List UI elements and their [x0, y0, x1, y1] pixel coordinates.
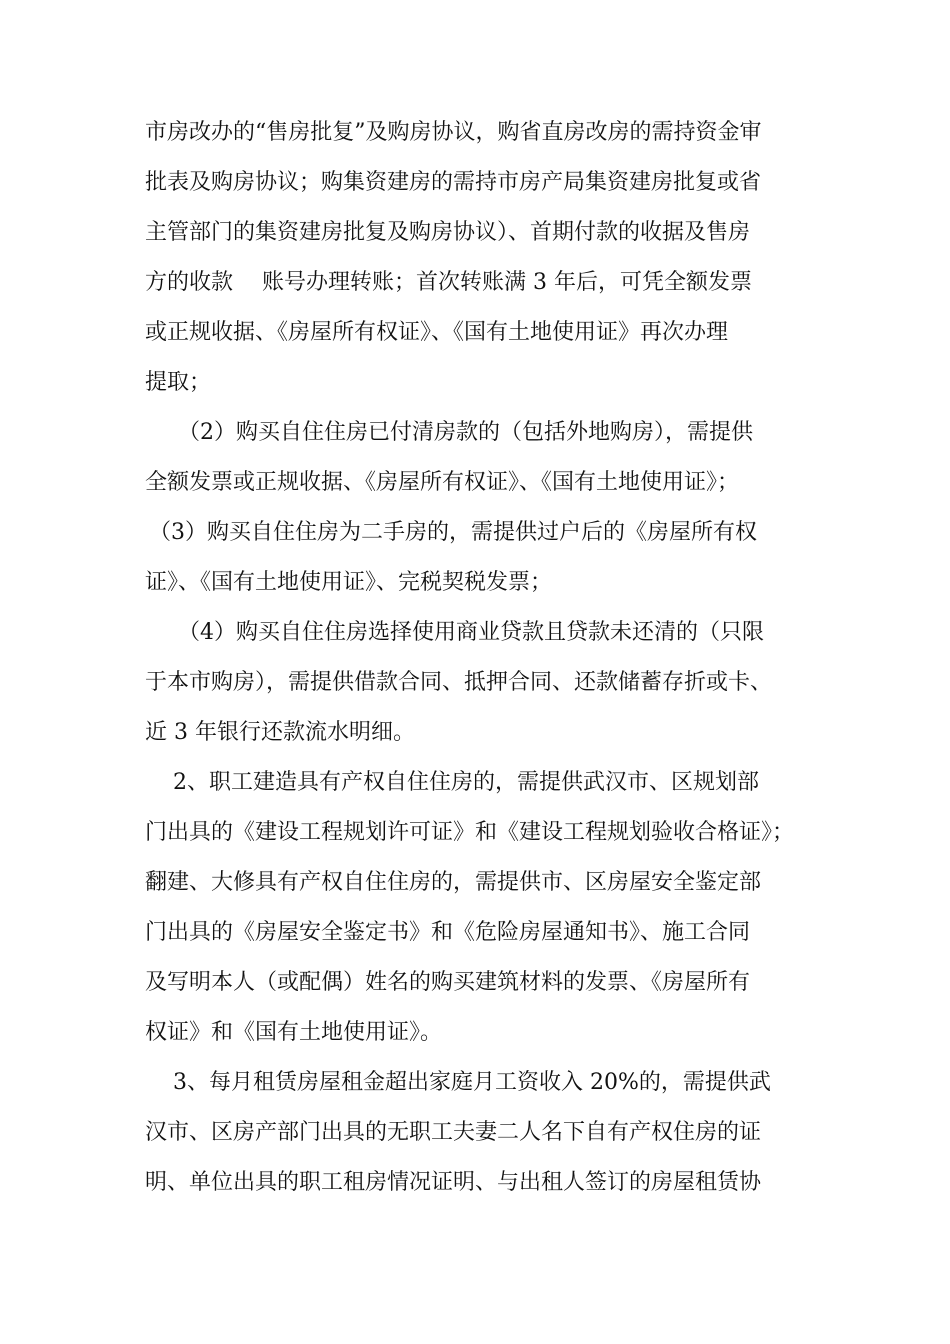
- text-line: 提取；: [145, 370, 212, 395]
- text-line: （4）购买自住住房选择使用商业贷款且贷款未还清的（只限: [178, 620, 764, 645]
- text-line: （3）购买自住住房为二手房的，需提供过户后的《房屋所有权: [149, 520, 757, 545]
- text-line: 市房改办的“售房批复”及购房协议，购省直房改房的需持资金审: [145, 120, 762, 145]
- text-line: 汉市、区房产部门出具的无职工夫妻二人名下自有产权住房的证: [145, 1120, 762, 1145]
- text-line: 及写明本人（或配偶）姓名的购买建筑材料的发票、《房屋所有: [145, 970, 751, 995]
- text-line: 门出具的《建设工程规划许可证》和《建设工程规划验收合格证》；: [145, 820, 795, 845]
- text-line: 权证》和《国有土地使用证》。: [145, 1020, 443, 1045]
- text-line: 于本市购房），需提供借款合同、抵押合同、还款储蓄存折或卡、: [145, 670, 773, 695]
- text-line: 近 3 年银行还款流水明细。: [145, 720, 415, 745]
- text-line: 翻建、大修具有产权自住住房的，需提供市、区房屋安全鉴定部: [145, 870, 762, 895]
- text-line: 主管部门的集资建房批复及购房协议）、首期付款的收据及售房: [145, 220, 751, 245]
- text-line: （2）购买自住住房已付清房款的（包括外地购房），需提供: [178, 420, 753, 445]
- document-body: [145, 108, 815, 1208]
- text-line: 方的收款 账号办理转账；首次转账满 3 年后，可凭全额发票: [145, 270, 752, 295]
- text-line: 全额发票或正规收据、《房屋所有权证》、《国有土地使用证》；: [145, 470, 740, 495]
- text-line: 2、职工建造具有产权自住住房的，需提供武汉市、区规划部: [173, 770, 759, 795]
- text-line: 或正规收据、《房屋所有权证》、《国有土地使用证》再次办理: [145, 320, 729, 345]
- text-line: 3、每月租赁房屋租金超出家庭月工资收入 20%的，需提供武: [173, 1070, 771, 1095]
- text-line: 批表及购房协议；购集资建房的需持市房产局集资建房批复或省: [145, 170, 762, 195]
- text-line: 证》、《国有土地使用证》、完税契税发票；: [145, 570, 553, 595]
- text-line: 明、单位出具的职工租房情况证明、与出租人签订的房屋租赁协: [145, 1170, 762, 1195]
- text-line: 门出具的《房屋安全鉴定书》和《危险房屋通知书》、施工合同: [145, 920, 751, 945]
